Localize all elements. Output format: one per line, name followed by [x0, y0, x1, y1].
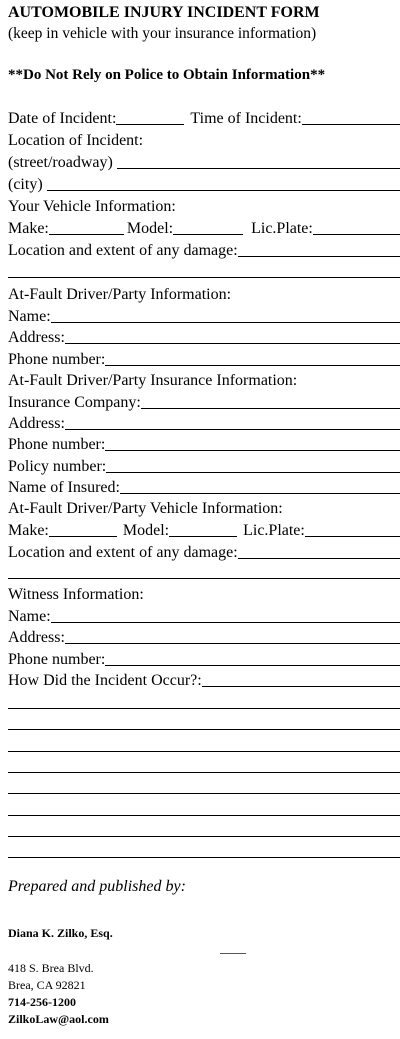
driver-address-field[interactable]: [65, 328, 400, 344]
your-vehicle-row: [8, 216, 400, 238]
how-row: [8, 668, 400, 690]
model-field[interactable]: [173, 219, 243, 235]
date-time-row: [8, 106, 400, 128]
driver-address-row: [8, 325, 400, 347]
policy-label: Policy number:: [8, 458, 107, 475]
date-label: Date of Incident:: [8, 110, 117, 127]
insurance-address-row: [8, 411, 400, 433]
your-vehicle-heading-row: [8, 194, 400, 216]
atfault-driver-heading: At-Fault Driver/Party Information:: [8, 286, 232, 303]
atfault-damage-label: Location and extent of any damage:: [8, 544, 238, 561]
your-vehicle-heading: Your Vehicle Information:: [8, 198, 176, 215]
witness-address-label: Address:: [8, 629, 65, 646]
atfault-plate-label: Lic.Plate:: [243, 522, 305, 539]
street-label: (street/roadway): [8, 154, 113, 171]
policy-row: [8, 454, 400, 476]
narrative-line[interactable]: [8, 772, 400, 773]
form-subtitle: (keep in vehicle with your insurance information): [8, 25, 317, 42]
insurance-phone-label: Phone number:: [8, 436, 106, 453]
witness-address-row: [8, 625, 400, 647]
policy-field[interactable]: [106, 457, 400, 473]
address-street: 418 S. Brea Blvd.: [8, 961, 94, 975]
insured-field[interactable]: [120, 478, 400, 494]
narrative-line[interactable]: [8, 751, 400, 752]
author-name: Diana K. Zilko, Esq.: [8, 926, 113, 940]
narrative-line[interactable]: [8, 708, 400, 709]
police-warning: **Do Not Rely on Police to Obtain Information**: [8, 67, 326, 83]
prepared-by: Prepared and published by:: [8, 878, 186, 895]
driver-phone-field[interactable]: [105, 350, 400, 366]
insured-row: [8, 475, 400, 497]
insurance-address-label: Address:: [8, 415, 65, 432]
atfault-model-label: Model:: [122, 522, 170, 539]
insurance-company-label: Insurance Company:: [8, 394, 141, 411]
atfault-driver-heading-row: [8, 282, 400, 304]
scan-mark: [220, 953, 246, 954]
narrative-line[interactable]: [8, 857, 400, 858]
atfault-vehicle-heading: At-Fault Driver/Party Vehicle Information:: [8, 500, 283, 517]
plate-field[interactable]: [313, 219, 400, 235]
driver-name-row: [8, 304, 400, 326]
atfault-model-field[interactable]: [169, 521, 237, 537]
location-label: Location of Incident:: [8, 132, 144, 149]
narrative-line[interactable]: [8, 793, 400, 794]
witness-phone-field[interactable]: [105, 650, 400, 666]
damage-extra-line[interactable]: [8, 277, 400, 278]
atfault-plate-field[interactable]: [305, 521, 400, 537]
city-field[interactable]: [47, 175, 400, 191]
witness-heading: Witness Information:: [8, 586, 144, 603]
street-field[interactable]: [117, 153, 400, 169]
damage-field[interactable]: [238, 241, 400, 257]
email-address[interactable]: ZilkoLaw@aol.com: [8, 1012, 109, 1026]
witness-address-field[interactable]: [65, 628, 400, 644]
witness-name-field[interactable]: [51, 607, 400, 623]
atfault-vehicle-row: [8, 518, 400, 540]
plate-label: Lic.Plate:: [251, 220, 313, 237]
narrative-line[interactable]: [8, 836, 400, 837]
address-city: Brea, CA 92821: [8, 978, 86, 992]
time-label: Time of Incident:: [190, 110, 302, 127]
narrative-line[interactable]: [8, 729, 400, 730]
model-label: Model:: [126, 220, 174, 237]
driver-name-field[interactable]: [51, 307, 400, 323]
driver-name-label: Name:: [8, 308, 51, 325]
date-field[interactable]: [116, 109, 184, 125]
make-field[interactable]: [49, 219, 124, 235]
how-label: How Did the Incident Occur?:: [8, 672, 202, 689]
how-field[interactable]: [202, 671, 400, 687]
insurance-company-row: [8, 390, 400, 412]
form-title: AUTOMOBILE INJURY INCIDENT FORM: [8, 4, 320, 21]
insurance-company-field[interactable]: [141, 393, 400, 409]
time-field[interactable]: [302, 109, 400, 125]
make-label: Make:: [8, 220, 49, 237]
street-row: [8, 150, 400, 172]
witness-name-label: Name:: [8, 608, 51, 625]
damage-row: [8, 238, 400, 260]
driver-address-label: Address:: [8, 329, 65, 346]
atfault-vehicle-heading-row: [8, 496, 400, 518]
witness-heading-row: [8, 582, 400, 604]
insurance-phone-row: [8, 432, 400, 454]
atfault-damage-extra-line[interactable]: [8, 578, 400, 579]
insurance-phone-field[interactable]: [105, 435, 400, 451]
damage-label: Location and extent of any damage:: [8, 242, 238, 259]
city-row: [8, 172, 400, 194]
phone-number: 714-256-1200: [8, 995, 76, 1009]
atfault-damage-row: [8, 540, 400, 562]
narrative-line[interactable]: [8, 815, 400, 816]
driver-phone-row: [8, 347, 400, 369]
witness-phone-row: [8, 647, 400, 669]
atfault-damage-field[interactable]: [238, 543, 400, 559]
atfault-make-label: Make:: [8, 522, 49, 539]
insured-label: Name of Insured:: [8, 479, 120, 496]
insurance-address-field[interactable]: [65, 414, 400, 430]
driver-phone-label: Phone number:: [8, 351, 106, 368]
witness-name-row: [8, 604, 400, 626]
atfault-insurance-heading-row: [8, 368, 400, 390]
atfault-make-field[interactable]: [49, 521, 117, 537]
witness-phone-label: Phone number:: [8, 651, 106, 668]
city-label: (city): [8, 176, 43, 193]
atfault-insurance-heading: At-Fault Driver/Party Insurance Information:: [8, 372, 298, 389]
location-row: [8, 128, 400, 150]
